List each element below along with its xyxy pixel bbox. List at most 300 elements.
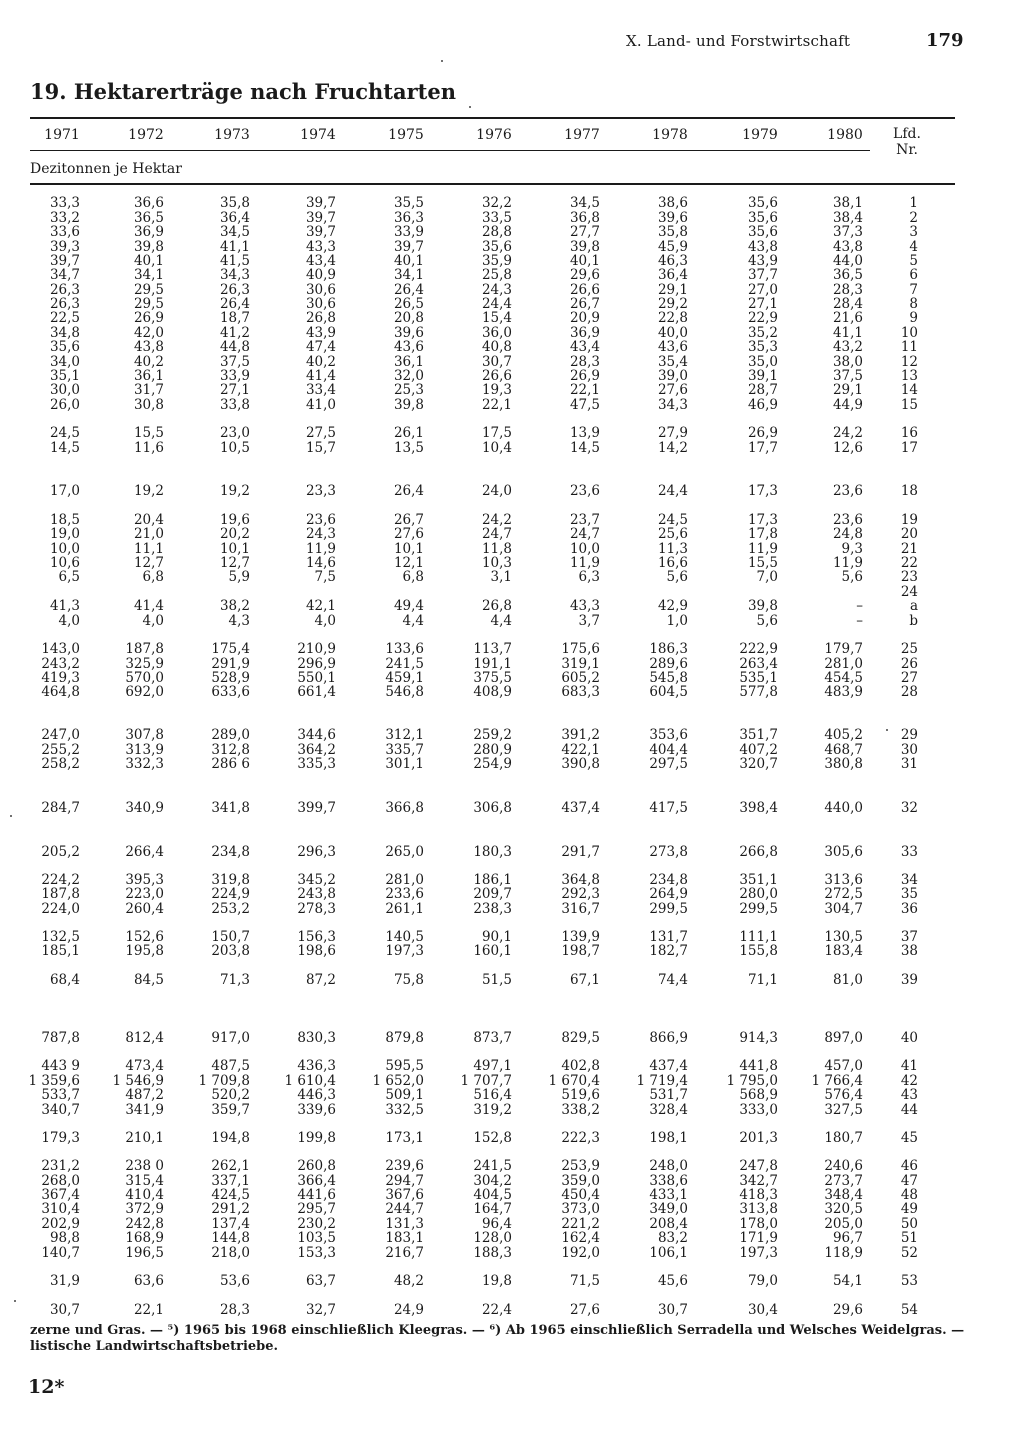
table-cell-1975: 131,3 [385, 1216, 424, 1232]
table-cell-1971: 202,9 [41, 1216, 80, 1232]
table-cell-1979: 35,6 [747, 210, 778, 226]
table-cell-1971: 533,7 [41, 1087, 80, 1103]
table-cell-1976: 25,8 [481, 267, 512, 283]
table-cell-1975: 332,5 [385, 1102, 424, 1118]
table-cell-1972: 315,4 [125, 1173, 164, 1189]
table-cell-1971: 419,3 [41, 670, 80, 686]
table-cell-1974: 63,7 [305, 1273, 336, 1289]
table-cell-1973: 19,6 [219, 512, 250, 528]
table-cell-1972: 187,8 [125, 641, 164, 657]
table-cell-1973: 10,1 [219, 541, 250, 557]
table-cell-1975: 459,1 [385, 670, 424, 686]
table-cell-1972: 307,8 [125, 727, 164, 743]
table-cell-1979: 11,9 [747, 541, 778, 557]
table-cell-1976: 51,5 [481, 972, 512, 988]
table-cell-1977: 450,4 [561, 1187, 600, 1203]
table-cell-1976: 24,2 [481, 512, 512, 528]
table-cell-1978: 273,8 [649, 844, 688, 860]
year-header-1979: 1979 [742, 127, 778, 143]
table-cell-1974: 14,6 [305, 555, 336, 571]
table-row [0, 944, 1024, 959]
page-number: 179 [926, 30, 964, 51]
row-number: 12 [900, 354, 918, 370]
table-cell-1977: 605,2 [561, 670, 600, 686]
table-cell-1980: 24,2 [832, 425, 863, 441]
table-cell-1972: 21,0 [133, 526, 164, 542]
table-cell-1973: 633,6 [211, 684, 250, 700]
row-number: 52 [900, 1245, 918, 1261]
table-cell-1972: 210,1 [125, 1130, 164, 1146]
table-cell-1971: 98,8 [49, 1230, 80, 1246]
table-cell-1979: 17,3 [747, 512, 778, 528]
row-number: 25 [900, 641, 918, 657]
table-cell-1979: 201,3 [739, 1130, 778, 1146]
year-header-1980: 1980 [827, 127, 863, 143]
table-cell-1979: 178,0 [739, 1216, 778, 1232]
table-cell-1979: 35,2 [747, 325, 778, 341]
table-cell-1978: 338,6 [649, 1173, 688, 1189]
table-cell-1980: 29,1 [832, 382, 863, 398]
table-cell-1977: 422,1 [561, 742, 600, 758]
row-number: 20 [900, 526, 918, 542]
table-cell-1975: 10,1 [393, 541, 424, 557]
table-cell-1977: 67,1 [569, 972, 600, 988]
table-cell-1976: 24,4 [481, 296, 512, 312]
row-number: a [909, 598, 918, 614]
table-cell-1979: 535,1 [739, 670, 778, 686]
table-cell-1975: 40,1 [393, 253, 424, 269]
year-header-1973: 1973 [214, 127, 250, 143]
table-cell-1980: 281,0 [824, 656, 863, 672]
table-cell-1972: 372,9 [125, 1201, 164, 1217]
table-cell-1972: 34,1 [133, 267, 164, 283]
table-cell-1974: 43,9 [305, 325, 336, 341]
table-cell-1978: 353,6 [649, 727, 688, 743]
table-cell-1980: 454,5 [824, 670, 863, 686]
table-row [0, 801, 1024, 816]
table-cell-1974: 198,6 [297, 943, 336, 959]
table-cell-1976: 497,1 [473, 1058, 512, 1074]
table-cell-1978: 22,8 [657, 310, 688, 326]
table-cell-1980: 240,6 [824, 1158, 863, 1174]
table-cell-1980: 29,6 [832, 1302, 863, 1318]
table-cell-1972: 332,3 [125, 756, 164, 772]
row-number: 4 [909, 239, 918, 255]
table-cell-1979: 7,0 [756, 569, 778, 585]
table-cell-1980: 37,3 [832, 224, 863, 240]
table-cell-1975: 294,7 [385, 1173, 424, 1189]
table-cell-1974: 39,7 [305, 195, 336, 211]
table-row [0, 685, 1024, 700]
table-cell-1979: 171,9 [739, 1230, 778, 1246]
table-cell-1976: 10,3 [481, 555, 512, 571]
table-cell-1980: 38,0 [832, 354, 863, 370]
table-cell-1974: 830,3 [297, 1030, 336, 1046]
table-cell-1971: 185,1 [41, 943, 80, 959]
table-cell-1978: 186,3 [649, 641, 688, 657]
table-cell-1974: 39,7 [305, 210, 336, 226]
table-cell-1974: 47,4 [305, 339, 336, 355]
table-cell-1971: 34,8 [49, 325, 80, 341]
table-cell-1974: 296,3 [297, 844, 336, 860]
table-cell-1975: 26,1 [393, 425, 424, 441]
row-number: 53 [900, 1273, 918, 1289]
table-cell-1978: 34,3 [657, 397, 688, 413]
table-cell-1976: 24,3 [481, 282, 512, 298]
lfd-label: Lfd. [893, 126, 921, 142]
year-header-1977: 1977 [564, 127, 600, 143]
table-cell-1979: 155,8 [739, 943, 778, 959]
table-row [0, 311, 1024, 326]
running-head: X. Land- und Forstwirtschaft [626, 32, 851, 50]
table-cell-1971: 22,5 [49, 310, 80, 326]
table-cell-1973: 44,8 [219, 339, 250, 355]
table-cell-1974: 42,1 [305, 598, 336, 614]
footnote-line-1: zerne und Gras. — ⁵) 1965 bis 1968 einschließlich Kleegras. — ⁶) Ab 1965 einschließlich Serradella und Welsches Weidelgras. — [30, 1323, 965, 1338]
table-cell-1975: 34,1 [393, 267, 424, 283]
table-cell-1978: 604,5 [649, 684, 688, 700]
row-number: 36 [900, 901, 918, 917]
table-cell-1978: 545,8 [649, 670, 688, 686]
table-cell-1976: 36,0 [481, 325, 512, 341]
table-cell-1976: 24,7 [481, 526, 512, 542]
table-cell-1976: 26,8 [481, 598, 512, 614]
table-cell-1975: 26,4 [393, 483, 424, 499]
table-cell-1979: 22,9 [747, 310, 778, 326]
table-cell-1973: 194,8 [211, 1130, 250, 1146]
table-cell-1976: 26,6 [481, 368, 512, 384]
row-number: 40 [900, 1030, 918, 1046]
table-cell-1977: 192,0 [561, 1245, 600, 1261]
table-cell-1971: 247,0 [41, 727, 80, 743]
table-cell-1972: 340,9 [125, 800, 164, 816]
table-cell-1980: 897,0 [824, 1030, 863, 1046]
row-number: 22 [900, 555, 918, 571]
table-cell-1976: 516,4 [473, 1087, 512, 1103]
table-cell-1972: 19,2 [133, 483, 164, 499]
table-cell-1978: 198,1 [649, 1130, 688, 1146]
table-cell-1974: 364,2 [297, 742, 336, 758]
table-cell-1977: 175,6 [561, 641, 600, 657]
table-cell-1974: 230,2 [297, 1216, 336, 1232]
table-cell-1978: 289,6 [649, 656, 688, 672]
table-cell-1974: 32,7 [305, 1302, 336, 1318]
table-cell-1980: 38,1 [832, 195, 863, 211]
table-cell-1977: 359,0 [561, 1173, 600, 1189]
table-cell-1971: 68,4 [49, 972, 80, 988]
table-cell-1974: 103,5 [297, 1230, 336, 1246]
table-cell-1975: 301,1 [385, 756, 424, 772]
table-cell-1976: 259,2 [473, 727, 512, 743]
table-cell-1977: 24,7 [569, 526, 600, 542]
table-cell-1976: 19,3 [481, 382, 512, 398]
table-cell-1979: 15,5 [747, 555, 778, 571]
table-cell-1979: 568,9 [739, 1087, 778, 1103]
table-cell-1974: 199,8 [297, 1130, 336, 1146]
table-cell-1974: 43,3 [305, 239, 336, 255]
table-cell-1979: 5,6 [756, 613, 778, 629]
table-cell-1979: 351,1 [739, 872, 778, 888]
table-cell-1971: 4,0 [58, 613, 80, 629]
table-cell-1972: 168,9 [125, 1230, 164, 1246]
table-cell-1976: 96,4 [481, 1216, 512, 1232]
table-cell-1980: 305,6 [824, 844, 863, 860]
table-cell-1975: 6,8 [402, 569, 424, 585]
table-cell-1973: 917,0 [211, 1030, 250, 1046]
table-cell-1974: 26,8 [305, 310, 336, 326]
table-cell-1977: 36,9 [569, 325, 600, 341]
table-cell-1977: 71,5 [569, 1273, 600, 1289]
table-cell-1975: 39,7 [393, 239, 424, 255]
table-cell-1976: 152,8 [473, 1130, 512, 1146]
table-cell-1978: 45,9 [657, 239, 688, 255]
table-cell-1971: 143,0 [41, 641, 80, 657]
table-cell-1973: 528,9 [211, 670, 250, 686]
table-row [0, 614, 1024, 629]
table-cell-1979: 441,8 [739, 1058, 778, 1074]
table-cell-1973: 41,1 [219, 239, 250, 255]
table-cell-1977: 26,9 [569, 368, 600, 384]
table-cell-1979: 17,7 [747, 440, 778, 456]
table-cell-1973: 38,2 [219, 598, 250, 614]
table-cell-1976: 375,5 [473, 670, 512, 686]
table-cell-1974: 335,3 [297, 756, 336, 772]
table-row [0, 527, 1024, 542]
table-cell-1977: 43,4 [569, 339, 600, 355]
table-cell-1972: 410,4 [125, 1187, 164, 1203]
table-cell-1977: 20,9 [569, 310, 600, 326]
year-header-1972: 1972 [128, 127, 164, 143]
table-cell-1980: 24,8 [832, 526, 863, 542]
speck [469, 106, 471, 108]
table-cell-1977: 11,9 [569, 555, 600, 571]
table-cell-1979: 46,9 [747, 397, 778, 413]
table-row [0, 1274, 1024, 1289]
table-cell-1975: 261,1 [385, 901, 424, 917]
table-cell-1979: 197,3 [739, 1245, 778, 1261]
table-cell-1978: 27,9 [657, 425, 688, 441]
table-cell-1979: 37,7 [747, 267, 778, 283]
row-number: 7 [909, 282, 918, 298]
table-cell-1971: 33,3 [49, 195, 80, 211]
table-cell-1978: 14,2 [657, 440, 688, 456]
table-cell-1978: 24,4 [657, 483, 688, 499]
table-cell-1974: 33,4 [305, 382, 336, 398]
table-cell-1973: 26,3 [219, 282, 250, 298]
row-number: 17 [900, 440, 918, 456]
table-cell-1973: 520,2 [211, 1087, 250, 1103]
table-cell-1975: 4,4 [402, 613, 424, 629]
table-cell-1974: 1 610,4 [284, 1073, 336, 1089]
table-cell-1976: 191,1 [473, 656, 512, 672]
table-row [0, 484, 1024, 499]
table-cell-1979: 27,0 [747, 282, 778, 298]
row-number: 21 [900, 541, 918, 557]
table-cell-1971: 132,5 [41, 929, 80, 945]
table-row [0, 887, 1024, 902]
table-cell-1976: 40,8 [481, 339, 512, 355]
table-cell-1976: 32,2 [481, 195, 512, 211]
table-cell-1972: 22,1 [133, 1302, 164, 1318]
table-cell-1978: 297,5 [649, 756, 688, 772]
table-cell-1977: 253,9 [561, 1158, 600, 1174]
table-cell-1978: 36,4 [657, 267, 688, 283]
table-cell-1978: 35,8 [657, 224, 688, 240]
table-cell-1977: 390,8 [561, 756, 600, 772]
table-cell-1979: 320,7 [739, 756, 778, 772]
table-cell-1978: 208,4 [649, 1216, 688, 1232]
table-cell-1971: 187,8 [41, 886, 80, 902]
table-cell-1977: 28,3 [569, 354, 600, 370]
table-cell-1977: 316,7 [561, 901, 600, 917]
table-cell-1973: 1 709,8 [198, 1073, 250, 1089]
table-cell-1972: 196,5 [125, 1245, 164, 1261]
table-cell-1974: 27,5 [305, 425, 336, 441]
table-cell-1976: 35,6 [481, 239, 512, 255]
year-header-1978: 1978 [652, 127, 688, 143]
table-cell-1975: 26,4 [393, 282, 424, 298]
row-number: 24 [900, 584, 918, 600]
table-cell-1980: 468,7 [824, 742, 863, 758]
table-row [0, 1131, 1024, 1146]
table-cell-1971: 6,5 [58, 569, 80, 585]
table-cell-1971: 258,2 [41, 756, 80, 772]
table-cell-1971: 30,0 [49, 382, 80, 398]
table-cell-1971: 17,0 [49, 483, 80, 499]
row-number: 27 [900, 670, 918, 686]
table-cell-1980: 36,5 [832, 267, 863, 283]
table-row [0, 1088, 1024, 1103]
table-cell-1978: 248,0 [649, 1158, 688, 1174]
table-cell-1979: 914,3 [739, 1030, 778, 1046]
table-cell-1973: 35,8 [219, 195, 250, 211]
table-cell-1975: 32,0 [393, 368, 424, 384]
table-cell-1972: 36,1 [133, 368, 164, 384]
table-cell-1973: 291,2 [211, 1201, 250, 1217]
table-cell-1971: 39,7 [49, 253, 80, 269]
table-cell-1980: 37,5 [832, 368, 863, 384]
table-row [0, 1103, 1024, 1118]
table-cell-1977: 6,3 [578, 569, 600, 585]
row-number: 30 [900, 742, 918, 758]
table-cell-1975: 335,7 [385, 742, 424, 758]
table-cell-1973: 10,5 [219, 440, 250, 456]
table-cell-1973: 41,2 [219, 325, 250, 341]
table-cell-1973: 319,8 [211, 872, 250, 888]
table-cell-1975: 75,8 [393, 972, 424, 988]
table-cell-1976: 241,5 [473, 1158, 512, 1174]
table-cell-1979: 43,8 [747, 239, 778, 255]
table-cell-1974: 87,2 [305, 972, 336, 988]
table-cell-1976: 304,2 [473, 1173, 512, 1189]
table-cell-1980: 130,5 [824, 929, 863, 945]
table-cell-1973: 137,4 [211, 1216, 250, 1232]
table-cell-1975: 26,5 [393, 296, 424, 312]
table-row [0, 268, 1024, 283]
table-cell-1977: 29,6 [569, 267, 600, 283]
table-cell-1971: 310,4 [41, 1201, 80, 1217]
row-number: 47 [900, 1173, 918, 1189]
table-cell-1973: 34,5 [219, 224, 250, 240]
table-cell-1977: 162,4 [561, 1230, 600, 1246]
table-cell-1974: 41,0 [305, 397, 336, 413]
row-number: 14 [900, 382, 918, 398]
table-cell-1977: 291,7 [561, 844, 600, 860]
speck [10, 815, 12, 817]
table-cell-1978: 1 719,4 [636, 1073, 688, 1089]
row-number: 18 [900, 483, 918, 499]
table-cell-1972: 1 546,9 [112, 1073, 164, 1089]
table-cell-1980: 21,6 [832, 310, 863, 326]
table-cell-1975: 24,9 [393, 1302, 424, 1318]
table-cell-1976: 10,4 [481, 440, 512, 456]
table-row [0, 570, 1024, 585]
table-cell-1974: 344,6 [297, 727, 336, 743]
table-cell-1972: 63,6 [133, 1273, 164, 1289]
row-number: 38 [900, 943, 918, 959]
table-cell-1980: 118,9 [824, 1245, 863, 1261]
table-cell-1976: 319,2 [473, 1102, 512, 1118]
table-cell-1980: 483,9 [824, 684, 863, 700]
nr-label: Nr. [896, 142, 918, 158]
table-cell-1980: 38,4 [832, 210, 863, 226]
table-cell-1975: 36,1 [393, 354, 424, 370]
row-number: 43 [900, 1087, 918, 1103]
footnote-line-2: listische Landwirtschaftsbetriebe. [30, 1339, 279, 1354]
table-cell-1977: 221,2 [561, 1216, 600, 1232]
table-cell-1972: 30,8 [133, 397, 164, 413]
table-cell-1975: 1 652,0 [372, 1073, 424, 1089]
table-cell-1977: 1 670,4 [548, 1073, 600, 1089]
table-cell-1980: 43,8 [832, 239, 863, 255]
table-cell-1977: 27,7 [569, 224, 600, 240]
table-cell-1980: 28,4 [832, 296, 863, 312]
table-cell-1972: 266,4 [125, 844, 164, 860]
table-cell-1978: 404,4 [649, 742, 688, 758]
table-cell-1973: 224,9 [211, 886, 250, 902]
table-cell-1977: 373,0 [561, 1201, 600, 1217]
table-cell-1975: 35,5 [393, 195, 424, 211]
table-cell-1971: 787,8 [41, 1030, 80, 1046]
table-cell-1979: 299,5 [739, 901, 778, 917]
row-number: 34 [900, 872, 918, 888]
table-cell-1975: 13,5 [393, 440, 424, 456]
table-cell-1976: 238,3 [473, 901, 512, 917]
table-cell-1976: 19,8 [481, 1273, 512, 1289]
table-cell-1979: 30,4 [747, 1302, 778, 1318]
table-cell-1974: 40,9 [305, 267, 336, 283]
table-cell-1974: 4,0 [314, 613, 336, 629]
table-cell-1978: 866,9 [649, 1030, 688, 1046]
table-cell-1979: 111,1 [739, 929, 778, 945]
table-cell-1979: 407,2 [739, 742, 778, 758]
table-cell-1975: 48,2 [393, 1273, 424, 1289]
table-cell-1975: 244,7 [385, 1201, 424, 1217]
table-cell-1979: 1 795,0 [726, 1073, 778, 1089]
table-cell-1979: 28,7 [747, 382, 778, 398]
table-cell-1973: 28,3 [219, 1302, 250, 1318]
table-cell-1978: 182,7 [649, 943, 688, 959]
table-cell-1977: 319,1 [561, 656, 600, 672]
row-number: 37 [900, 929, 918, 945]
table-cell-1978: 40,0 [657, 325, 688, 341]
table-cell-1974: 339,6 [297, 1102, 336, 1118]
table-cell-1977: 40,1 [569, 253, 600, 269]
table-cell-1975: 183,1 [385, 1230, 424, 1246]
table-cell-1972: 223,0 [125, 886, 164, 902]
table-cell-1971: 18,5 [49, 512, 80, 528]
table-cell-1980: 405,2 [824, 727, 863, 743]
